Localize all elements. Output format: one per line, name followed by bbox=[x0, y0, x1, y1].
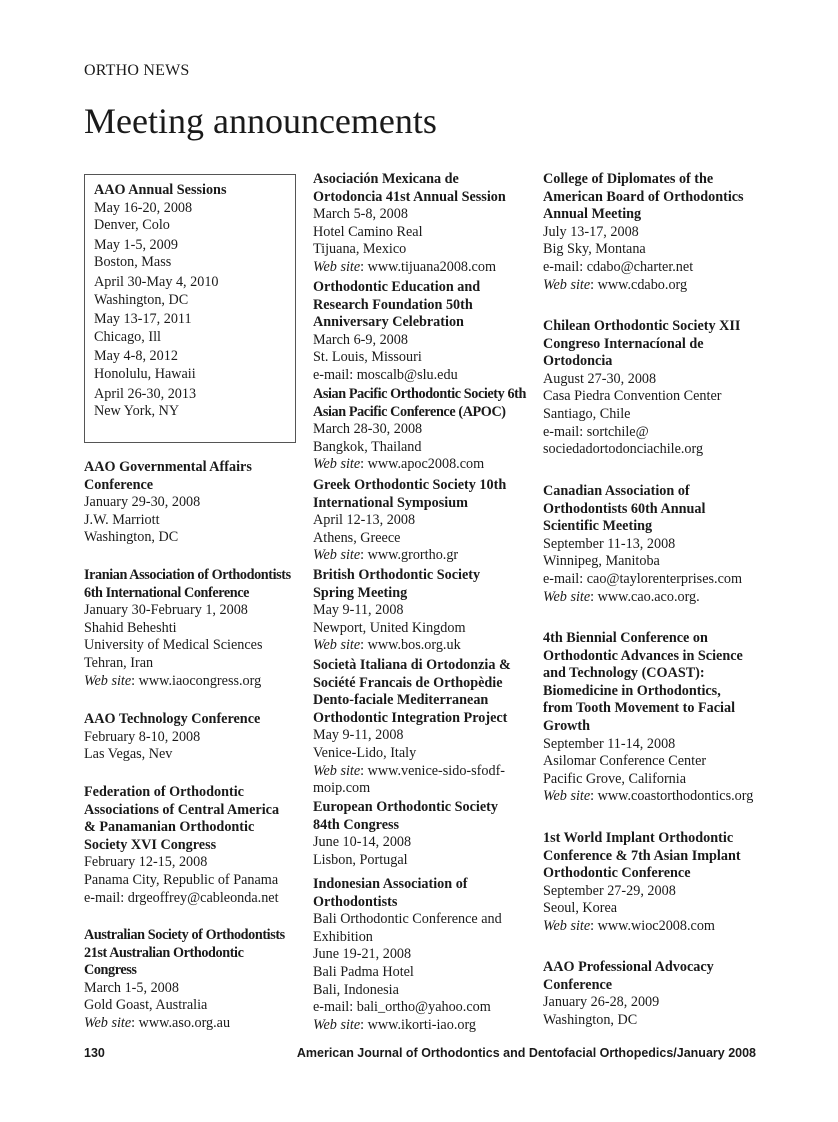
detail-line: Lisbon, Portugal bbox=[313, 851, 408, 868]
entry-title: Associations of Central America bbox=[84, 801, 280, 818]
detail-line: September 11-14, 2008 bbox=[543, 735, 676, 752]
announcement-entry bbox=[313, 171, 543, 277]
website-line bbox=[313, 1017, 543, 1035]
entry-title: Greek Orthodontic Society 10th bbox=[313, 477, 507, 493]
entry-title: Asociación Mexicana de bbox=[313, 171, 459, 187]
entry-title: Spring Meeting bbox=[313, 584, 408, 601]
announcement-entry bbox=[313, 386, 543, 474]
detail-line: Tijuana, Mexico bbox=[313, 241, 407, 258]
entry-title: European Orthodontic Society bbox=[313, 799, 498, 815]
detail-line: February 8-10, 2008 bbox=[84, 728, 201, 745]
entry-title: Scientific Meeting bbox=[543, 518, 653, 535]
entry-title: Orthodontists 60th Annual bbox=[543, 500, 706, 517]
detail-line: Santiago, Chile bbox=[543, 405, 631, 422]
detail-line: September 11-13, 2008 bbox=[543, 535, 676, 552]
detail-line: March 1-5, 2008 bbox=[84, 979, 179, 996]
website-label: Web site : bbox=[543, 788, 594, 804]
detail-line: September 27-29, 2008 bbox=[543, 882, 676, 899]
announcement-entry bbox=[543, 959, 773, 1029]
entry-title: British Orthodontic Society bbox=[313, 567, 481, 583]
entry-title: Orthodontic Advances in Science bbox=[543, 647, 743, 664]
entry-title: Conference & 7th Asian Implant bbox=[543, 847, 741, 864]
email-line: e-mail: sortchile@ bbox=[543, 423, 649, 440]
detail-line: Washington, DC bbox=[84, 529, 179, 546]
website-label: Web site : bbox=[84, 1015, 135, 1031]
detail-line: June 19-21, 2008 bbox=[313, 946, 412, 963]
website-line bbox=[313, 637, 543, 655]
entry-title: Congress bbox=[84, 962, 137, 979]
entry-title: Research Foundation 50th bbox=[313, 296, 473, 313]
website-label: Web site : bbox=[313, 763, 364, 779]
session-item bbox=[94, 348, 324, 383]
detail-line: Athens, Greece bbox=[313, 529, 401, 546]
entry-title: 4th Biennial Conference on bbox=[543, 630, 708, 646]
detail-line: June 10-14, 2008 bbox=[313, 834, 412, 851]
session-date: May 13-17, 2011 bbox=[94, 311, 192, 328]
detail-line: Las Vegas, Nev bbox=[84, 746, 173, 763]
page-number: 130 bbox=[84, 1046, 105, 1060]
detail-line: Bali Padma Hotel bbox=[313, 963, 414, 980]
detail-line: Panama City, Republic of Panama bbox=[84, 871, 279, 888]
website-label: Web site : bbox=[543, 277, 594, 293]
entry-title: 6th International Conference bbox=[84, 584, 250, 601]
session-item bbox=[94, 386, 324, 421]
detail-line: Shahid Beheshti bbox=[84, 619, 177, 636]
entry-title: AAO Professional Advocacy bbox=[543, 959, 714, 975]
detail-line: Pacific Grove, California bbox=[543, 770, 687, 787]
detail-line: Bali Orthodontic Conference and bbox=[313, 911, 502, 928]
detail-line: April 12-13, 2008 bbox=[313, 512, 416, 529]
session-date: April 26-30, 2013 bbox=[94, 385, 197, 402]
entry-title: 1st World Implant Orthodontic bbox=[543, 830, 734, 846]
detail-line: March 5-8, 2008 bbox=[313, 206, 408, 223]
announcement-entry bbox=[84, 784, 314, 907]
entry-title: from Tooth Movement to Facial bbox=[543, 700, 736, 717]
entry-title: Chilean Orthodontic Society XII bbox=[543, 318, 741, 334]
session-item bbox=[94, 274, 324, 309]
section-label: ORTHO NEWS bbox=[84, 62, 190, 79]
detail-line: Exhibition bbox=[313, 928, 373, 945]
detail-line: January 29-30, 2008 bbox=[84, 494, 201, 511]
entry-title: College of Diplomates of the bbox=[543, 171, 714, 187]
entry-title: Orthodontic Conference bbox=[543, 865, 691, 882]
website-link[interactable]: www.coastorthodontics.org bbox=[594, 788, 754, 805]
website-link[interactable]: www.wioc2008.com bbox=[594, 917, 715, 934]
detail-line: sociedadortodonciachile.org bbox=[543, 441, 704, 458]
website-link[interactable]: www.grortho.gr bbox=[364, 547, 459, 564]
detail-line: August 27-30, 2008 bbox=[543, 370, 657, 387]
website-line bbox=[543, 918, 773, 936]
website-link[interactable]: www.iaocongress.org bbox=[135, 672, 262, 689]
detail-line: Asilomar Conference Center bbox=[543, 753, 707, 770]
website-link[interactable]: www.cao.aco.org. bbox=[594, 588, 700, 605]
website-line bbox=[313, 547, 543, 565]
session-item bbox=[94, 237, 324, 272]
session-date: May 1-5, 2009 bbox=[94, 236, 178, 253]
entry-title: Ortodoncia bbox=[543, 353, 613, 370]
entry-title: AAO Governmental Affairs bbox=[84, 459, 252, 475]
detail-line: St. Louis, Missouri bbox=[313, 349, 422, 366]
entry-title: Growth bbox=[543, 717, 591, 734]
detail-line: Bali, Indonesia bbox=[313, 981, 399, 998]
website-line bbox=[543, 277, 773, 295]
detail-line: May 9-11, 2008 bbox=[313, 602, 404, 619]
detail-line: May 9-11, 2008 bbox=[313, 727, 404, 744]
detail-line: Washington, DC bbox=[543, 1011, 638, 1028]
website-label: Web site : bbox=[543, 589, 594, 605]
session-date: May 4-8, 2012 bbox=[94, 348, 178, 365]
entry-title: 84th Congress bbox=[313, 816, 400, 833]
session-location: Boston, Mass bbox=[94, 254, 172, 271]
detail-line: March 28-30, 2008 bbox=[313, 421, 423, 438]
session-location: Honolulu, Hawaii bbox=[94, 365, 196, 382]
announcement-entry bbox=[543, 630, 773, 806]
email-line: e-mail: bali_ortho@yahoo.com bbox=[313, 999, 491, 1016]
announcement-entry bbox=[84, 711, 314, 764]
detail-line: Bangkok, Thailand bbox=[313, 438, 422, 455]
entry-title: Australian Society of Orthodontists bbox=[84, 927, 285, 943]
entry-title: Asian Pacific Orthodontic Society 6th bbox=[313, 386, 526, 402]
announcement-entry bbox=[313, 799, 543, 869]
entry-title: Federation of Orthodontic bbox=[84, 784, 244, 800]
entry-title: and Technology (COAST): bbox=[543, 665, 705, 682]
detail-line: March 6-9, 2008 bbox=[313, 331, 408, 348]
page-title: Meeting announcements bbox=[84, 101, 437, 141]
entry-title: Society XVI Congress bbox=[84, 836, 217, 853]
aao-annual-sessions-box bbox=[84, 174, 296, 443]
session-location: New York, NY bbox=[94, 403, 180, 420]
entry-title: Canadian Association of bbox=[543, 483, 690, 499]
entry-title: American Board of Orthodontics bbox=[543, 188, 744, 205]
website-link[interactable]: www.aso.org.au bbox=[135, 1014, 231, 1031]
announcement-entry bbox=[543, 318, 773, 459]
website-label: Web site : bbox=[84, 673, 135, 689]
email-line: e-mail: cdabo@charter.net bbox=[543, 258, 694, 275]
website-link[interactable]: www.ikorti-iao.org bbox=[364, 1016, 477, 1033]
website-label: Web site : bbox=[313, 1017, 364, 1033]
detail-line: Seoul, Korea bbox=[543, 900, 618, 917]
session-location: Chicago, Ill bbox=[94, 328, 161, 345]
website-line bbox=[313, 763, 543, 781]
detail-line: January 26-28, 2009 bbox=[543, 994, 660, 1011]
website-line bbox=[543, 589, 773, 607]
website-link[interactable]: www.tijuana2008.com bbox=[364, 258, 496, 275]
entry-title: AAO Technology Conference bbox=[84, 711, 261, 727]
email-line: e-mail: drgeoffrey@cableonda.net bbox=[84, 889, 279, 906]
detail-line: Newport, United Kingdom bbox=[313, 619, 466, 636]
detail-line: Big Sky, Montana bbox=[543, 241, 646, 258]
entry-title: Conference bbox=[543, 976, 613, 993]
entry-title: Ortodoncia 41st Annual Session bbox=[313, 188, 506, 205]
entry-title: 21st Australian Orthodontic bbox=[84, 944, 244, 961]
entry-title: Orthodontic Education and bbox=[313, 279, 481, 295]
detail-line: Hotel Camino Real bbox=[313, 223, 423, 240]
website-link[interactable]: www.venice-sido-sfodf- bbox=[364, 762, 506, 779]
website-line bbox=[84, 673, 314, 691]
detail-line: moip.com bbox=[313, 780, 371, 797]
detail-line: July 13-17, 2008 bbox=[543, 223, 639, 240]
announcement-entry bbox=[84, 927, 314, 1033]
entry-title: & Panamanian Orthodontic bbox=[84, 819, 255, 836]
entry-title: AAO Annual Sessions bbox=[94, 182, 227, 198]
announcement-entry bbox=[94, 182, 324, 423]
detail-line: Winnipeg, Manitoba bbox=[543, 553, 660, 570]
announcement-entry bbox=[543, 483, 773, 606]
entry-title: Orthodontists bbox=[313, 893, 398, 910]
entry-title: Dento-faciale Mediterranean bbox=[313, 692, 489, 709]
detail-line: University of Medical Sciences bbox=[84, 637, 263, 654]
website-label: Web site : bbox=[313, 456, 364, 472]
announcement-entry bbox=[313, 876, 543, 1034]
email-line: e-mail: cao@taylorenterprises.com bbox=[543, 570, 742, 587]
announcement-entry bbox=[543, 830, 773, 936]
detail-line: February 12-15, 2008 bbox=[84, 854, 208, 871]
entry-title: International Symposium bbox=[313, 494, 468, 511]
entry-title: Anniversary Celebration bbox=[313, 314, 464, 331]
entry-title: Società Italiana di Ortodonzia & bbox=[313, 657, 511, 673]
website-line bbox=[84, 1015, 314, 1033]
entry-title: Société Francais de Orthopèdie bbox=[313, 674, 503, 691]
detail-line: Casa Piedra Convention Center bbox=[543, 388, 722, 405]
announcement-entry bbox=[84, 567, 314, 690]
detail-line: Gold Goast, Australia bbox=[84, 997, 208, 1014]
website-link[interactable]: www.cdabo.org bbox=[594, 276, 688, 293]
journal-citation: American Journal of Orthodontics and Dentofacial Orthopedics/January 2008 bbox=[296, 1046, 756, 1060]
website-label: Web site : bbox=[543, 918, 594, 934]
entry-title: Biomedicine in Orthodontics, bbox=[543, 682, 721, 699]
entry-title: Iranian Association of Orthodontists bbox=[84, 567, 291, 583]
session-location: Denver, Colo bbox=[94, 217, 170, 234]
announcement-entry bbox=[313, 477, 543, 565]
entry-title: Indonesian Association of bbox=[313, 876, 468, 892]
website-line bbox=[543, 788, 773, 806]
session-item bbox=[94, 200, 324, 235]
session-date: May 16-20, 2008 bbox=[94, 199, 193, 216]
website-line bbox=[313, 259, 543, 277]
announcement-entry bbox=[313, 657, 543, 798]
detail-line: January 30-February 1, 2008 bbox=[84, 602, 248, 619]
website-line bbox=[313, 456, 543, 474]
entry-title: Asian Pacific Conference (APOC) bbox=[313, 403, 506, 420]
entry-title: Annual Meeting bbox=[543, 206, 642, 223]
entry-title: Orthodontic Integration Project bbox=[313, 709, 508, 726]
announcement-entry bbox=[543, 171, 773, 294]
session-location: Washington, DC bbox=[94, 291, 189, 308]
website-link[interactable]: www.apoc2008.com bbox=[364, 456, 485, 473]
announcement-entry bbox=[313, 567, 543, 655]
detail-line: Tehran, Iran bbox=[84, 654, 154, 671]
website-label: Web site : bbox=[313, 259, 364, 275]
website-label: Web site : bbox=[313, 547, 364, 563]
website-label: Web site : bbox=[313, 637, 364, 653]
announcement-entry bbox=[313, 279, 543, 385]
detail-line: Venice-Lido, Italy bbox=[313, 744, 417, 761]
session-date: April 30-May 4, 2010 bbox=[94, 273, 219, 290]
website-link[interactable]: www.bos.org.uk bbox=[364, 637, 461, 654]
entry-title: Congreso Internacíonal de bbox=[543, 335, 704, 352]
announcement-entry bbox=[84, 459, 314, 547]
entry-title: Conference bbox=[84, 476, 154, 493]
session-item bbox=[94, 311, 324, 346]
detail-line: J.W. Marriott bbox=[84, 511, 160, 528]
email-line: e-mail: moscalb@slu.edu bbox=[313, 366, 458, 383]
